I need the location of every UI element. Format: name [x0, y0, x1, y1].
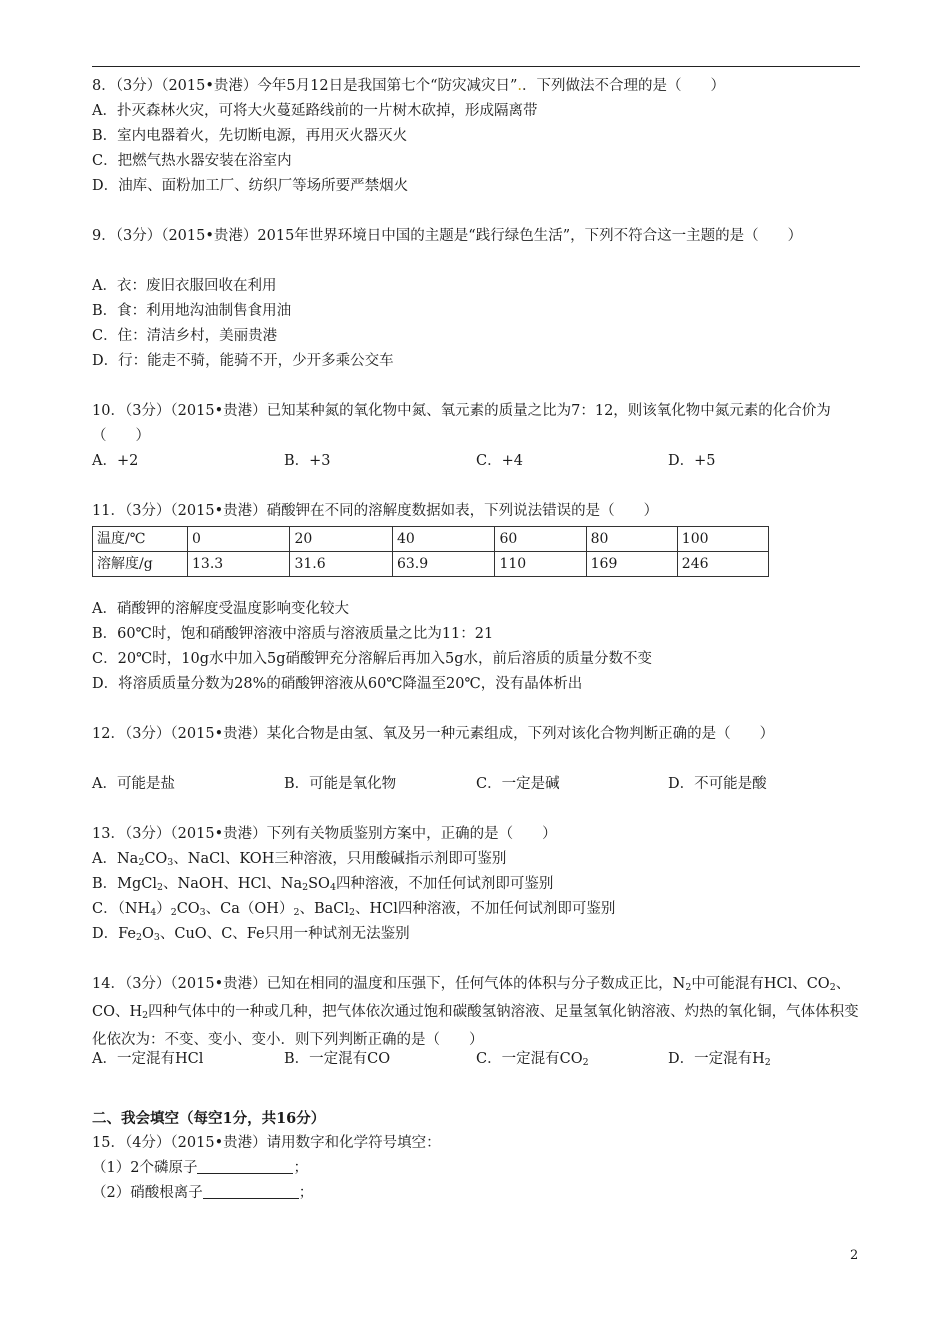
question-10-stem: 10．（3分）（2015•贵港）已知某种氮的氧化物中氮、氧元素的质量之比为7：12，则该氧化物中氮元素的化合价为（ ）: [92, 403, 831, 444]
option-d: D．不可能是酸: [668, 776, 767, 792]
header-rule: [92, 66, 860, 67]
table-cell: 246: [677, 552, 768, 577]
option-b: B．食：利用地沟油制售食用油: [92, 303, 292, 319]
option-b: B．一定混有CO: [284, 1051, 391, 1067]
option-a: A．+2: [92, 453, 139, 469]
options-row: [92, 1047, 862, 1072]
options-row: [92, 449, 862, 474]
option-b: B．60℃时，饱和硝酸钾溶液中溶质与溶液质量之比为11：21: [92, 626, 494, 642]
question-10: [92, 399, 862, 474]
option-c: C．把燃气热水器安装在浴室内: [92, 153, 292, 169]
option-a: A．一定混有HCl: [92, 1051, 204, 1067]
option-d: D．油库、面粉加工厂、纺织厂等场所要严禁烟火: [92, 178, 409, 194]
option-d: D．行：能走不骑，能骑不开，少开多乘公交车: [92, 353, 394, 369]
option-c: C．一定是碱: [476, 776, 560, 792]
option-a: A．可能是盐: [92, 776, 175, 792]
question-9: [92, 224, 862, 374]
question-15: [92, 1131, 862, 1206]
option-d: D．+5: [668, 453, 716, 469]
option-a: A．硝酸钾的溶解度受温度影响变化较大: [92, 601, 349, 617]
question-14: [92, 972, 862, 1072]
options-row: [92, 772, 862, 797]
option-d: D．$Fe_2O_3$、CuO、C、Fe只用一种试剂无法鉴别: [92, 926, 410, 943]
option-c: C．$(NH_4)_2CO_3$、$Ca(OH)_2$、BaCl$_2$、HCl四种溶液，不加任何试剂即可鉴别: [92, 901, 616, 918]
question-8: [92, 74, 862, 199]
table-header-cell: 温度/℃: [93, 527, 188, 552]
option-c: C．住：清洁乡村，美丽贵港: [92, 328, 278, 344]
table-cell: 169: [586, 552, 677, 577]
table-cell: 31.6: [290, 552, 392, 577]
table-cell: 80: [586, 527, 677, 552]
table-row: [93, 552, 769, 577]
option-b: B．MgCl$_2$、NaOH、HCl、$Na_2SO_4$四种溶液，不加任何试剂即可鉴别: [92, 876, 554, 893]
option-a: A．衣：废旧衣服回收在利用: [92, 278, 277, 294]
table-cell: 110: [495, 552, 586, 577]
page-number: 2: [850, 1248, 859, 1263]
table-cell: 63.9: [392, 552, 494, 577]
option-c: C．20℃时，10g水中加入5g硝酸钾充分溶解后再加入5g水，前后溶质的质量分数不变: [92, 651, 653, 667]
table-cell: 20: [290, 527, 392, 552]
table-cell: 60: [495, 527, 586, 552]
question-8-stem: 8．（3分）（2015•贵港）今年5月12日是我国第七个“防灾减灾日”.．下列做法不合理的是（ ）: [92, 78, 726, 94]
option-b: B．室内电器着火，先切断电源，再用灭火器灭火: [92, 128, 408, 144]
question-11-stem: 11．（3分）（2015•贵港）硝酸钾在不同的溶解度数据如表，下列说法错误的是（ ）: [92, 503, 659, 519]
table-cell: 13.3: [188, 552, 290, 577]
question-14-stem: 14．（3分）（2015•贵港）已知在相同的温度和压强下，任何气体的体积与分子数成正比，$N_2$中可能混有HCl、$CO_2$、CO、$H_2$四种气体中的一种或几种，把气体依次通过饱和碳酸氢钠溶液、足量氢氧化钠溶液、灼热的氧化铜，气体体积变化依次为：不变、变小、变小．则下列判断正确的是（ ）: [92, 976, 859, 1048]
option-d: D．一定混有$H_2$: [668, 1051, 771, 1068]
option-c: C．+4: [476, 453, 523, 469]
solubility-table: [92, 526, 769, 577]
option-c: C．一定混有$CO_2$: [476, 1051, 589, 1068]
question-9-stem: 9．（3分）（2015•贵港）2015年世界环境日中国的主题是“践行绿色生活”，下列不符合这一主题的是（ ）: [92, 228, 803, 244]
fill-item-1: （1）2个磷原子 ；: [92, 1160, 308, 1176]
answer-blank[interactable]: [203, 1183, 299, 1199]
question-13-stem: 13．（3分）（2015•贵港）下列有关物质鉴别方案中，正确的是（ ）: [92, 826, 557, 842]
answer-blank[interactable]: [197, 1158, 293, 1174]
option-d: D．将溶质质量分数为28%的硝酸钾溶液从60℃降温至20℃，没有晶体析出: [92, 676, 583, 692]
stray-dot: .: [517, 78, 523, 94]
question-11: [92, 499, 862, 697]
option-b: B．可能是氧化物: [284, 776, 397, 792]
section-title: 二、我会填空（每空1分，共16分）: [92, 1110, 326, 1127]
question-15-stem: 15．（4分）（2015•贵港）请用数字和化学符号填空：: [92, 1135, 441, 1151]
question-12: [92, 722, 862, 797]
question-13: [92, 822, 862, 947]
option-a: A．扑灭森林火灾，可将大火蔓延路线前的一片树木砍掉，形成隔离带: [92, 103, 538, 119]
exam-content: [92, 74, 862, 1206]
table-header-cell: 溶解度/g: [93, 552, 188, 577]
fill-item-2: （2）硝酸根离子 ；: [92, 1185, 314, 1201]
table-cell: 100: [677, 527, 768, 552]
table-row: [93, 527, 769, 552]
question-12-stem: 12．（3分）（2015•贵港）某化合物是由氢、氧及另一种元素组成，下列对该化合物判断正确的是（ ）: [92, 726, 775, 742]
table-cell: 40: [392, 527, 494, 552]
option-a: A．$Na_2CO_3$、NaCl、KOH三种溶液，只用酸碱指示剂即可鉴别: [92, 851, 507, 868]
option-b: B．+3: [284, 453, 331, 469]
table-cell: 0: [188, 527, 290, 552]
